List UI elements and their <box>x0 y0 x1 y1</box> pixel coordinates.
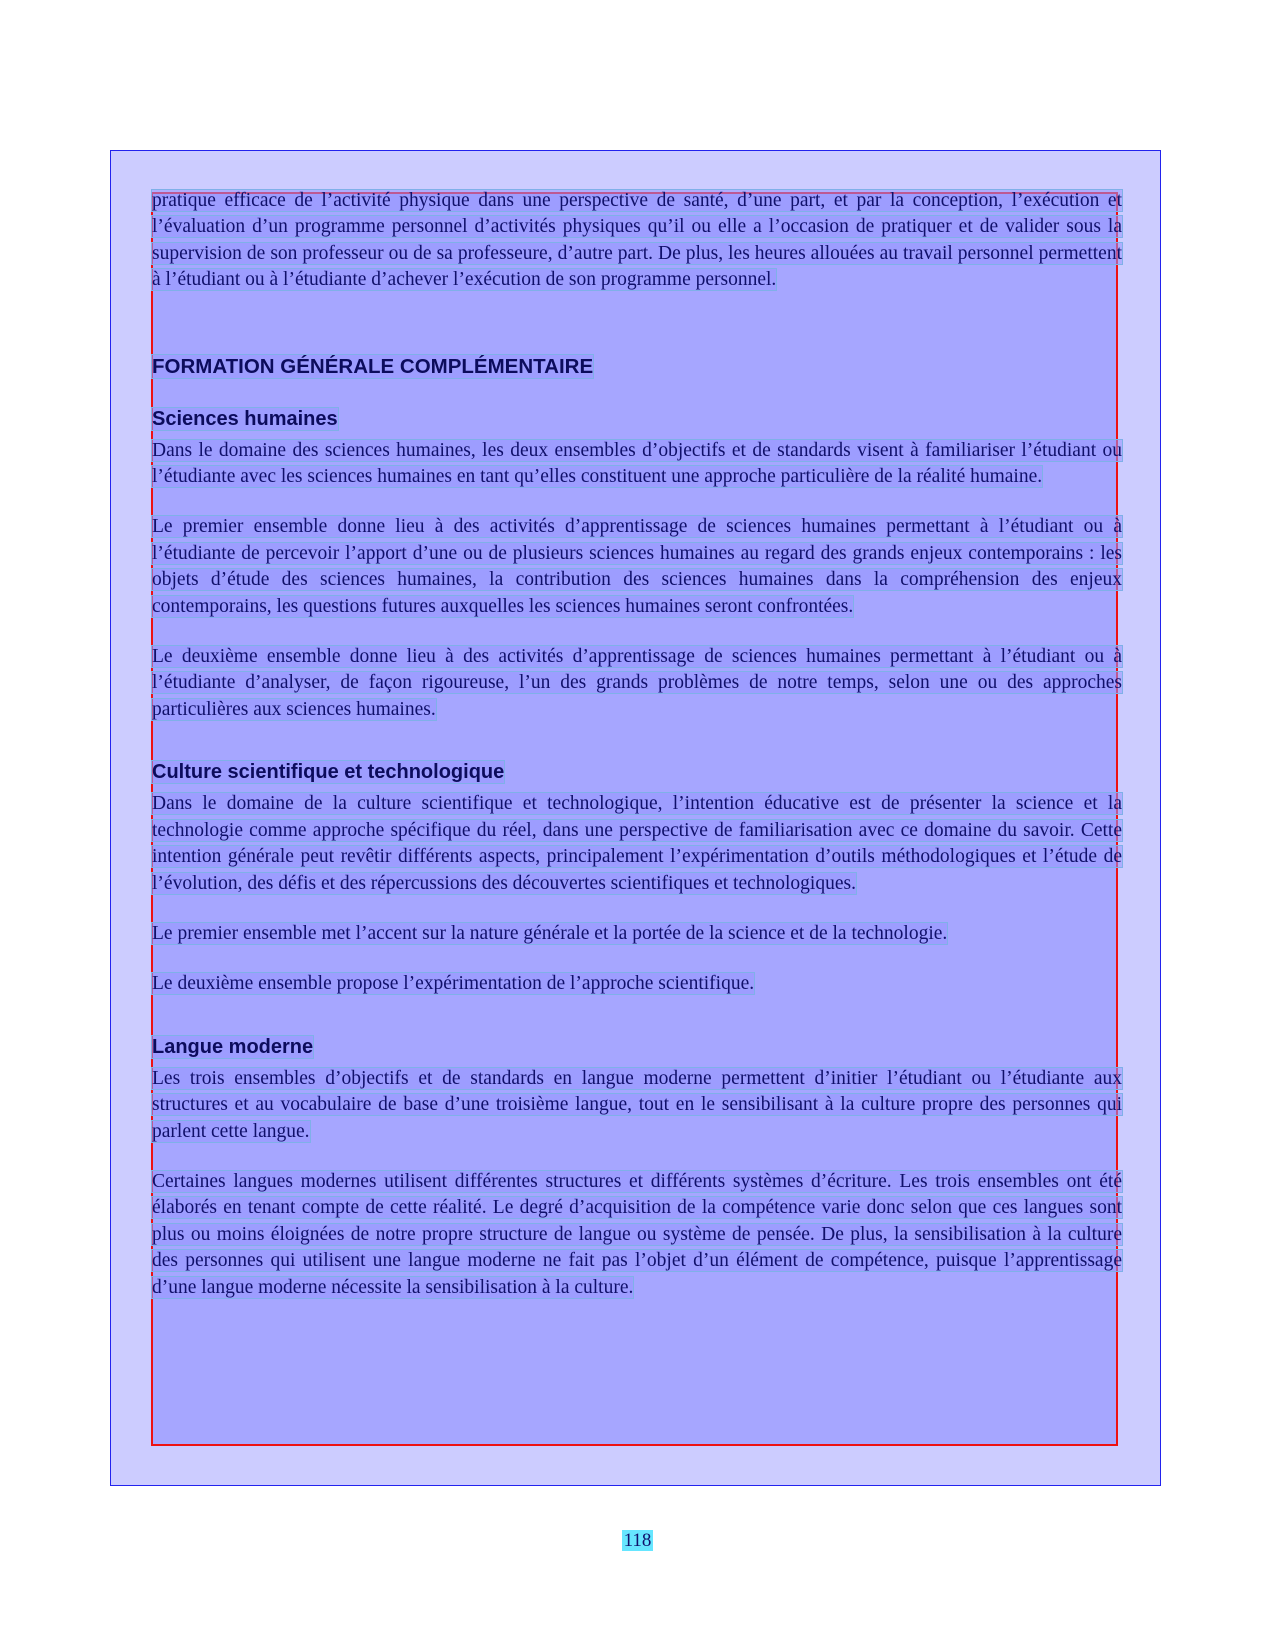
heading-culture-scientifique: Culture scientifique et technologique <box>152 761 505 784</box>
section-title: FORMATION GÉNÉRALE COMPLÉMENTAIRE <box>152 354 594 378</box>
langue-moderne-paragraph-1: Les trois ensembles d’objectifs et de standards en langue moderne permettent d’initier l’étudiant ou l’étudiante aux structures et au vocabulaire de base d’une troisième langue, tout en le sensibilisant à la culture propre des personnes qui parlent cette langue. <box>152 1067 1122 1142</box>
page-number: 118 <box>623 1530 652 1551</box>
sciences-humaines-paragraph-2: Le premier ensemble donne lieu à des activités d’apprentissage de sciences humaines permettant à l’étudiant ou à l’étudiante de percevoir l’apport d’une ou de plusieurs sciences humaines au regard des grands enjeux contemporains : les objets d’étude des sciences humaines, la contribution des sciences humaines dans la compréhension des enjeux contemporains, les questions futures auxquelles les sciences humaines seront confrontées. <box>152 516 1122 617</box>
page-content <box>152 188 1122 1301</box>
culture-scientifique-paragraph-2: Le premier ensemble met l’accent sur la nature générale et la portée de la science et de la technologie. <box>152 922 948 944</box>
culture-scientifique-paragraph-3: Le deuxième ensemble propose l’expérimentation de l’approche scientifique. <box>152 973 755 995</box>
sciences-humaines-paragraph-3: Le deuxième ensemble donne lieu à des activités d’apprentissage de sciences humaines permettant à l’étudiant ou à l’étudiante d’analyser, de façon rigoureuse, l’un des grands problèmes de notre temps, selon une ou des approches particulières aux sciences humaines. <box>152 646 1122 720</box>
langue-moderne-paragraph-2: Certaines langues modernes utilisent différentes structures et différents systèmes d’écriture. Les trois ensembles ont été élaborés en tenant compte de cette réalité. Le degré d’acquisition de la compétence varie donc selon que ces langues sont plus ou moins éloignées de notre propre structure de langue ou système de pensée. De plus, la sensibilisation à la culture des personnes qui utilisent une langue moderne ne fait pas l’objet d’un élément de compétence, puisque l’apprentissage d’une langue moderne nécessite la sensibilisation à la culture. <box>152 1170 1122 1298</box>
culture-scientifique-paragraph-1: Dans le domaine de la culture scientifique et technologique, l’intention éducative est de présenter la science et la technologie comme approche spécifique du réel, dans une perspective de familiarisation avec ce domaine du savoir. Cette intention générale peut revêtir différents aspects, principalement l’expérimentation d’outils méthodologiques et l’étude de l’évolution, des défis et des répercussions des découvertes scientifiques et technologiques. <box>152 793 1122 894</box>
sciences-humaines-paragraph-1: Dans le domaine des sciences humaines, les deux ensembles d’objectifs et de standards visent à familiariser l’étudiant ou l’étudiante avec les sciences humaines en tant qu’elles constituent une approche particulière de la réalité humaine. <box>152 439 1122 488</box>
heading-langue-moderne: Langue moderne <box>152 1035 314 1058</box>
intro-paragraph: pratique efficace de l’activité physique dans une perspective de santé, d’une part, et par la conception, l’exécution et l’évaluation d’un programme personnel d’activités physiques qu’il ou elle a l’occasion de pratiquer et de valider sous la supervision de son professeur ou de sa professeure, d’autre part. De plus, les heures allouées au travail personnel permettent à l’étudiant ou à l’étudiante d’achever l’exécution de son programme personnel. <box>152 190 1122 291</box>
heading-sciences-humaines: Sciences humaines <box>152 407 338 430</box>
